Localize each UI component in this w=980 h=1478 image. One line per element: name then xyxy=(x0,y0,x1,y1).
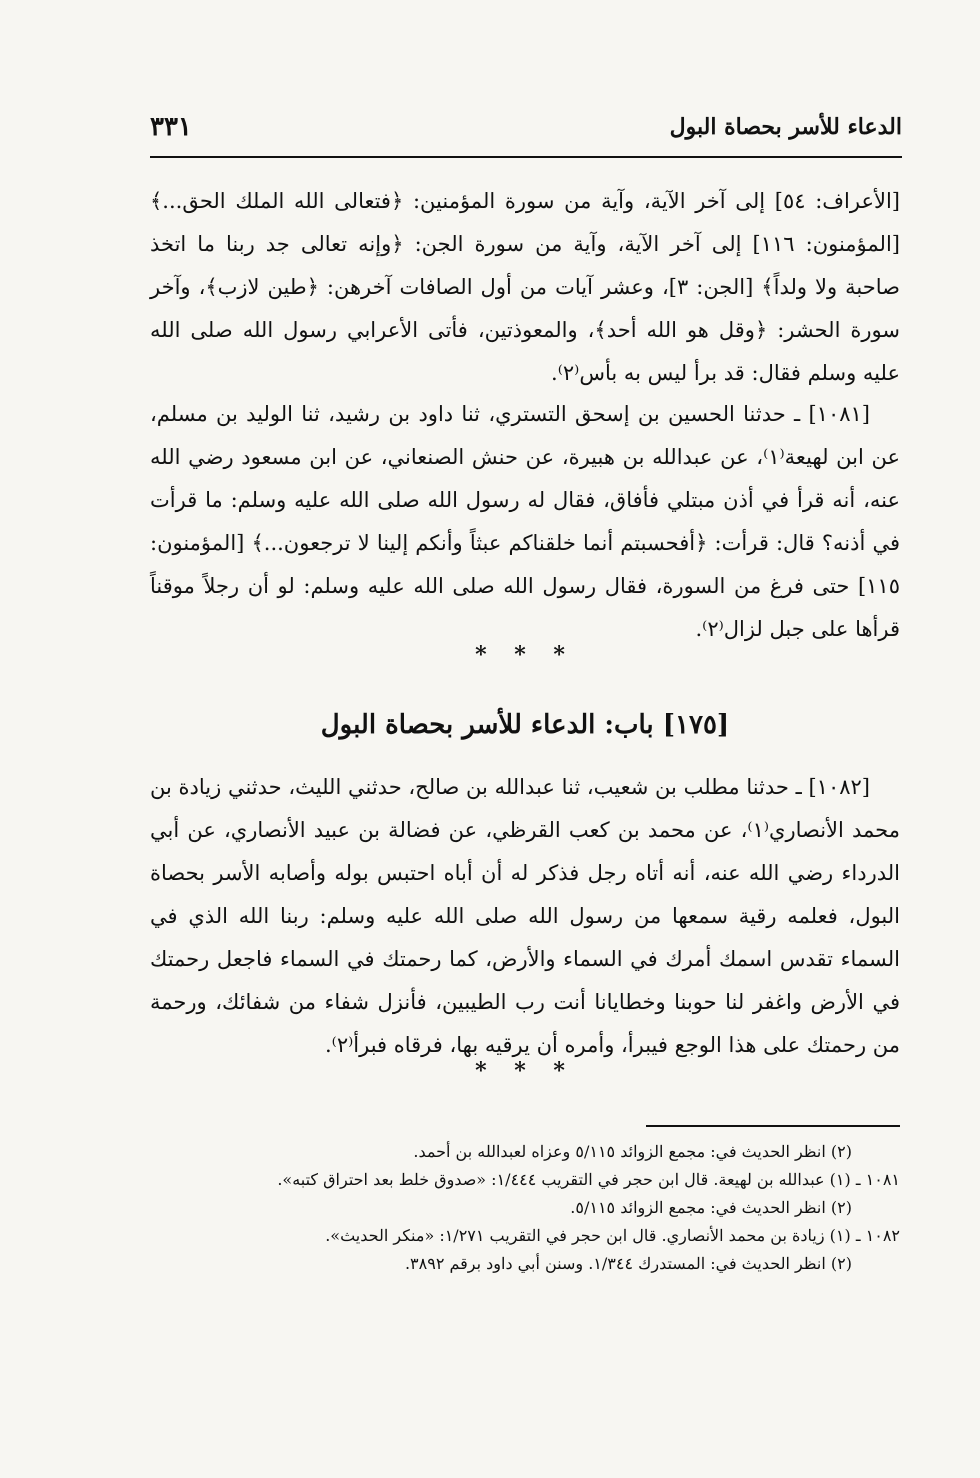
footnote-item: (٢) انظر الحديث في: المستدرك ١/٣٤٤. وسنن أبي داود برقم ٣٨٩٢. xyxy=(404,1254,852,1273)
footnote-item: ١٠٨٢ ـ (١) زيادة بن محمد الأنصاري. قال ابن حجر في التقريب ١/٢٧١: «منكر الحديث». xyxy=(325,1226,900,1245)
footnotes xyxy=(150,1138,900,1278)
hadith-1082 xyxy=(150,766,900,1067)
paragraph-quran-verses: [الأعراف: ٥٤] إلى آخر الآية، وآية من سورة المؤمنين: ﴿فتعالى الله الملك الحق...﴾ [المؤمنون: ١١٦] إلى آخر الآية، وآية من سورة الجن: ﴿وإنه تعالى جد ربنا ما اتخذ صاحبة ولا ولداً﴾ [الجن: ٣]، وعشر آيات من أول الصافات آخرهن: ﴿طين لازب﴾، وآخر سورة الحشر: ﴿وقل هو الله أحد﴾، والمعوذتين، فأتى الأعرابي رسول الله صلى الله عليه وسلم فقال: قد برأ ليس به بأس⁽٢⁾. xyxy=(150,189,900,385)
chapter-title: [١٧٥] باب: الدعاء للأسر بحصاة البول xyxy=(320,710,730,740)
page-header xyxy=(150,112,902,158)
paragraph-hadith-1082: [١٠٨٢] ـ حدثنا مطلب بن شعيب، ثنا عبدالله بن صالح، حدثني الليث، حدثني زيادة بن محمد الأنصاري⁽١⁾، عن محمد بن كعب القرظي، عن فضالة بن عبيد الأنصاري، عن أبي الدرداء رضي الله عنه، أنه أتاه رجل فذكر له أن أباه احتبس بوله وأصابه الأسر بحصاة البول، فعلمه رقية سمعها من رسول الله صلى الله عليه وسلم: ربنا الله الذي في السماء تقدس اسمك أمرك في السماء والأرض، كما رحمتك في السماء فاجعل رحمتك في الأرض واغفر لنا حوبنا وخطايانا أنت رب الطيبين، فأنزل شفاء من شفائك، ورحمة من رحمتك على هذا الوجع فيبرأ، وأمره أن يرقيه بها، فرقاه فبرأ⁽٢⁾. xyxy=(150,775,900,1057)
paragraph-hadith-1081: [١٠٨١] ـ حدثنا الحسين بن إسحق التستري، ثنا داود بن رشيد، ثنا الوليد بن مسلم، عن ابن لهيعة⁽١⁾، عن عبدالله بن هبيرة، عن حنش الصنعاني، عن ابن مسعود رضي الله عنه، أنه قرأ في أذن مبتلي فأفاق، فقال له رسول الله صلى الله عليه وسلم: ما قرأت في أذنه؟ قال: قرأت: ﴿أفحسبتم أنما خلقناكم عبثاً وأنكم إلينا لا ترجعون...﴾ [المؤمنون: ١١٥] حتى فرغ من السورة، فقال رسول الله صلى الله عليه وسلم: لو أن رجلاً موقناً قرأها على جبل لزال⁽٢⁾. xyxy=(150,402,900,641)
hadith-1081 xyxy=(150,393,900,651)
section-separator-end: * * * xyxy=(475,1058,575,1084)
footnote-item: (٢) انظر الحديث في: مجمع الزوائد ٥/١١٥ وعزاه لعبدالله بن أحمد. xyxy=(413,1142,852,1161)
running-title: الدعاء للأسر بحصاة البول xyxy=(669,114,902,140)
footnote-item: (٢) انظر الحديث في: مجمع الزوائد ٥/١١٥. xyxy=(570,1198,852,1217)
section-separator: * * * xyxy=(475,642,575,668)
footnote-item: ١٠٨١ ـ (١) عبدالله بن لهيعة. قال ابن حجر في التقريب ١/٤٤٤: «صدوق خلط بعد احتراق كتبه». xyxy=(277,1170,900,1189)
page-number: ٣٣١ xyxy=(150,112,192,142)
continuation-paragraph xyxy=(150,180,900,395)
footnote-divider xyxy=(646,1125,900,1127)
